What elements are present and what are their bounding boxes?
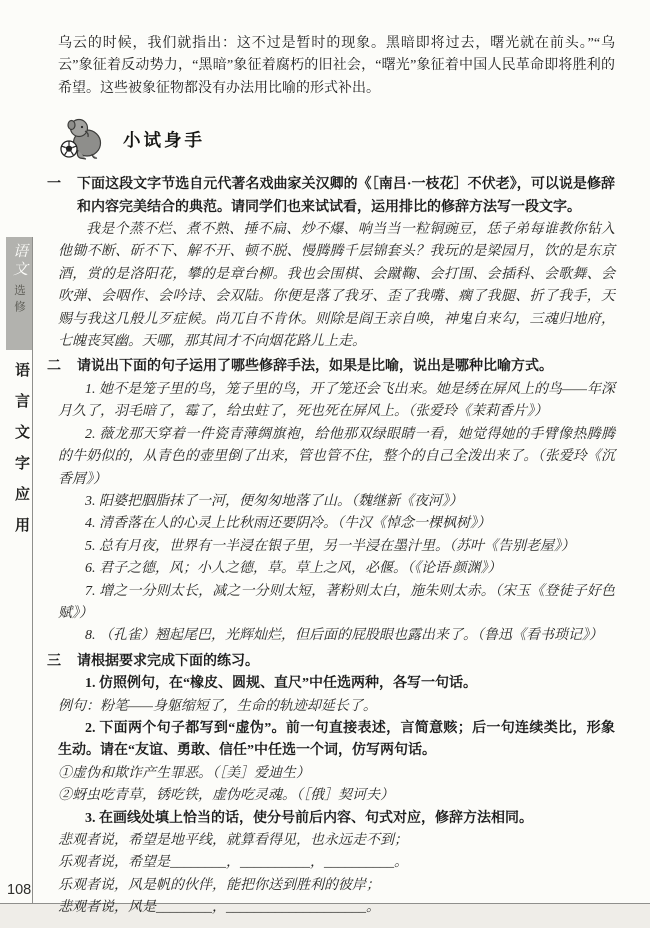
series-title-vertical: 语言文字应用 [13,362,29,548]
sidebar-divider-line [32,237,33,903]
page-number: 108 [7,882,32,898]
exercise-3 [47,651,615,673]
fill-in-line: 悲观者说，风是________，____________________。 [58,900,380,916]
fill-in-line: 乐观者说，风是帆的伙伴，能把你送到胜利的彼岸； [58,877,380,893]
exercise-2-item: 2. 薇龙那天穿着一件瓷青薄绸旗袍，给他那双绿眼睛一看，她觉得她的手臂像热腾腾的牛奶似的，从青色的壶里倒了出来，管也管不住，整个的自己全泼出来了。（张爱玲《沉香屑》） [58,426,615,487]
exercise-3-subitem-2-head: 2. 下面两个句子都写到“虚伪”。前一句直接表述，言简意赅；后一句连续类比，形象生动。请在“友谊、勇敢、信任”中任选一个词，仿写两句话。 [58,720,615,759]
exercise-3-subitem-3-head: 3. 在画线处填上恰当的话，使分号前后内容、句式对应，修辞方法相同。 [85,810,533,826]
exercise-3-prompt: 请根据要求完成下面的练习。 [77,653,259,669]
exercise-1-quote: 我是个蒸不烂、煮不熟、捶不扁、炒不爆、响当当一粒铜豌豆，恁子弟每谁教你钻入他锄不断、斫不下、解不开、顿不脱、慢腾腾千层锦套头？我玩的是梁园月，饮的是东京酒，赏的是洛阳花，攀的是章台柳。我也会围棋、会蹴鞠、会打围、会插科、会歌舞、会吹弹、会咽作、会吟诗、会双陆。你便是落了我牙、歪了我嘴、瘸了我腿、折了我手，天赐与我这几般儿歹症候。尚兀自不肯休。则除是阎王亲自唤，神鬼自来勾，三魂归地府，七魄丧冥幽。天哪，那其间才不向烟花路儿上走。 [58,222,615,350]
banner-title: 语文 [11,243,27,279]
exercise-2-item: 5. 总有月夜，世界有一半浸在银子里，另一半浸在墨汁里。（苏叶《告别老屋》） [85,538,575,554]
exercise-2-item: 6. 君子之德，风；小人之德，草。草上之风，必偃。（《论语·颜渊》） [85,561,502,577]
sidebar-banner [6,237,32,350]
exercise-2-item: 7. 增之一分则太长，减之一分则太短，著粉则太白，施朱则太赤。（宋玉《登徒子好色赋》） [58,583,615,621]
exercise-2 [47,356,615,378]
exercise-3-subitem-2-example: ②蚜虫吃青草，锈吃铁，虚伪吃灵魂。（［俄］契诃夫） [58,788,394,804]
exercise-1-number: 一 [47,177,61,193]
mascot-soccer-icon [58,116,108,162]
exercise-2-prompt: 请说出下面的句子运用了哪些修辞手法，如果是比喻，说出是哪种比喻方式。 [77,359,553,375]
fill-in-line: 悲观者说，希望是地平线，就算看得见，也永远走不到； [58,833,408,848]
exercise-2-number: 二 [47,359,61,375]
exercise-1-prompt: 下面这段文字节选自元代著名戏曲家关汉卿的《［南吕·一枝花］不伏老》，可以说是修辞和内容完美结合的典范。请同学们也来试试看，运用排比的修辞方法写一段文字。 [77,177,615,215]
section-title: 小试身手 [123,129,205,150]
exercise-2-item: 8. （孔雀）翘起尾巴，光辉灿烂，但后面的屁股眼也露出来了。（鲁迅《看书琐记》） [85,628,603,644]
intro-paragraph: 乌云的时候，我们就指出：这不过是暂时的现象。黑暗即将过去，曙光就在前头。”“乌云”象征着反动势力，“黑暗”象征着腐朽的旧社会，“曙光”象征着中国人民革命即将胜利的希望。这些被象征物都没有办法用比喻的形式补出。 [58,36,615,96]
exercise-1 [47,174,615,219]
exercise-2-item: 4. 清香落在人的心灵上比秋雨还要阴冷。（牛汉《悼念一棵枫树》） [85,516,491,532]
exercise-3-number: 三 [47,653,61,669]
exercise-2-item: 1. 她不是笼子里的鸟，笼子里的鸟，开了笼还会飞出来。她是绣在屏风上的鸟——年深月久了，羽毛暗了，霉了，给虫蛀了，死也死在屏风上。（张爱玲《茉莉香片》） [58,381,615,420]
exercise-3-subitem-2-example: ①虚伪和欺诈产生罪恶。（［美］爱迪生） [58,765,310,781]
exercise-2-item: 3. 阳婆把胭脂抹了一河，便匆匆地落了山。（魏继新《夜河》） [85,493,463,509]
exercise-3-subitem-1-example: 例句：粉笔——身躯缩短了，生命的轨迹却延长了。 [58,698,377,714]
exercise-3-subitem-1-head: 1. 仿照例句，在“橡皮、圆规、直尺”中任选两种，各写一句话。 [85,676,477,692]
banner-subtitle: 选修 [13,284,25,317]
section-header [58,113,615,165]
main-content [47,33,615,920]
fill-in-line: 乐观者说，希望是________，__________，__________。 [58,855,408,871]
